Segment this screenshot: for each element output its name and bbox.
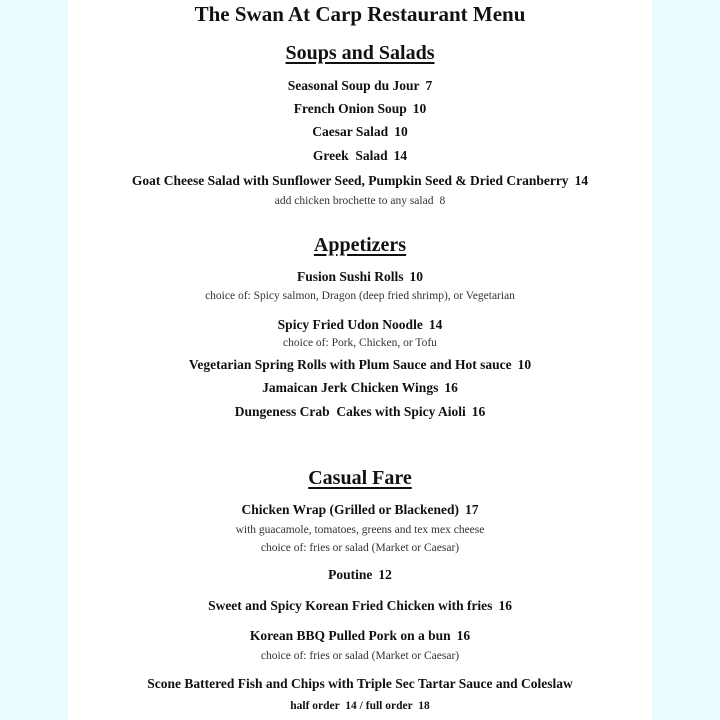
menu-item bbox=[68, 77, 652, 95]
menu-item bbox=[68, 123, 652, 141]
item-price: 14 bbox=[393, 148, 408, 163]
item-price: 14 bbox=[574, 173, 589, 188]
menu-item bbox=[68, 566, 652, 584]
item-name: Goat Cheese Salad with Sunflower Seed, Pumpkin Seed & Dried Cranberry bbox=[131, 173, 569, 188]
menu-item bbox=[68, 356, 652, 374]
menu-item bbox=[68, 172, 652, 190]
item-description: choice of: Pork, Chicken, or Tofu bbox=[283, 337, 437, 349]
item-name: Dungeness Crab Cakes with Spicy Aioli bbox=[234, 404, 466, 419]
note-price: 8 bbox=[439, 195, 446, 207]
menu-item bbox=[68, 597, 652, 615]
appetizers-heading: Appetizers bbox=[313, 234, 407, 256]
item-note bbox=[68, 193, 652, 209]
note-text: add chicken brochette to any salad bbox=[274, 195, 434, 207]
item-price: 16 bbox=[498, 598, 512, 613]
menu-item bbox=[68, 316, 652, 334]
menu-page bbox=[68, 0, 652, 720]
section-heading-soups bbox=[68, 40, 652, 66]
menu-title: The Swan At Carp Restaurant Menu bbox=[194, 2, 526, 26]
item-name: Scone Battered Fish and Chips with Triple Sec Tartar Sauce and Coleslaw bbox=[147, 676, 573, 691]
item-description: choice of: Spicy salmon, Dragon (deep fried shrimp), or Vegetarian bbox=[205, 290, 515, 302]
item-name: Chicken Wrap (Grilled or Blackened) bbox=[241, 502, 459, 517]
item-price: 12 bbox=[378, 567, 392, 582]
menu-item bbox=[68, 403, 652, 421]
item-price: 10 bbox=[394, 124, 408, 139]
section-heading-appetizers bbox=[68, 232, 652, 258]
item-price: 17 bbox=[465, 502, 479, 517]
item-name: French Onion Soup bbox=[293, 101, 407, 116]
item-name: Greek Salad bbox=[312, 148, 388, 163]
item-price: 14 bbox=[428, 317, 443, 332]
menu-item bbox=[68, 147, 652, 165]
item-description: choice of: fries or salad (Market or Caesar) bbox=[260, 650, 460, 662]
menu-item bbox=[68, 501, 652, 519]
item-price: 10 bbox=[409, 269, 424, 284]
menu-item bbox=[68, 100, 652, 118]
item-price: 10 bbox=[412, 101, 427, 116]
item-price: 16 bbox=[471, 404, 486, 419]
menu-item bbox=[68, 627, 652, 645]
menu-item bbox=[68, 675, 652, 693]
item-price: 10 bbox=[517, 357, 532, 372]
soups-heading: Soups and Salads bbox=[285, 42, 435, 64]
item-name: Jamaican Jerk Chicken Wings bbox=[262, 380, 439, 395]
item-portion-prices: half order 14 / full order 18 bbox=[290, 700, 430, 712]
item-name: Poutine bbox=[328, 567, 373, 582]
item-name: Sweet and Spicy Korean Fried Chicken with fries bbox=[208, 598, 493, 613]
item-price: 16 bbox=[456, 628, 471, 643]
menu-item bbox=[68, 379, 652, 397]
item-name: Caesar Salad bbox=[312, 124, 389, 139]
casual-heading: Casual Fare bbox=[308, 467, 412, 489]
item-name: Spicy Fried Udon Noodle bbox=[277, 317, 423, 332]
item-description: with guacamole, tomatoes, greens and tex mex cheese bbox=[235, 524, 485, 536]
menu-item bbox=[68, 268, 652, 286]
item-name: Fusion Sushi Rolls bbox=[296, 269, 404, 284]
item-name: Korean BBQ Pulled Pork on a bun bbox=[249, 628, 451, 643]
item-price: 7 bbox=[425, 78, 433, 93]
item-price: 16 bbox=[444, 380, 458, 395]
item-description: choice of: fries or salad (Market or Caesar) bbox=[260, 542, 460, 554]
item-name: Seasonal Soup du Jour bbox=[287, 78, 420, 93]
section-heading-casual bbox=[68, 465, 652, 491]
item-name: Vegetarian Spring Rolls with Plum Sauce and Hot sauce bbox=[188, 357, 512, 372]
